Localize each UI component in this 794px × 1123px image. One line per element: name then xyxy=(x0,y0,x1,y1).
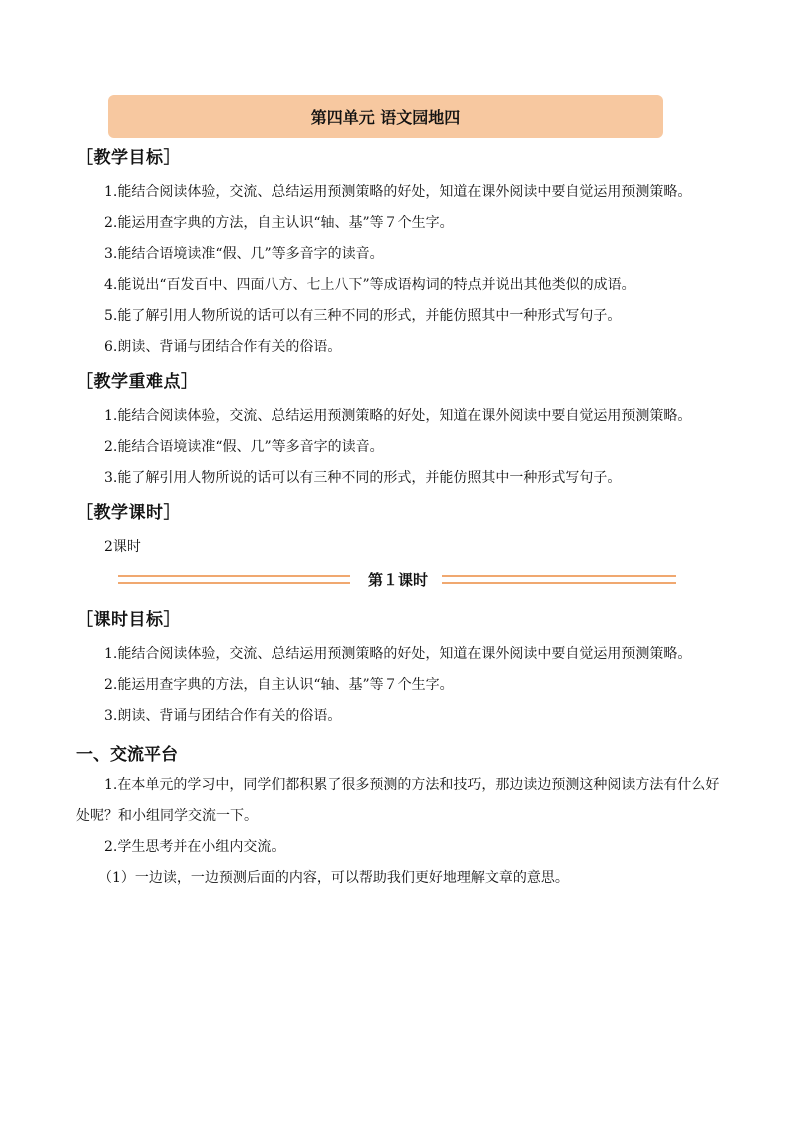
lesson-goal-item: 1.能结合阅读体验，交流、总结运用预测策略的好处，知道在课外阅读中要自觉运用预测策略。 xyxy=(104,646,692,662)
key-points-heading: ［教学重难点］ xyxy=(76,372,199,392)
teaching-goal-item: 4.能说出“百发百中、四面八方、七上八下”等成语构词的特点并说出其他类似的成语。 xyxy=(104,277,636,293)
divider-line-right xyxy=(442,575,676,585)
lesson-1-divider xyxy=(76,567,726,595)
document-content xyxy=(76,143,726,894)
key-point-item: 1.能结合阅读体验，交流、总结运用预测策略的好处，知道在课外阅读中要自觉运用预测策略。 xyxy=(104,408,692,424)
lesson-goal-item: 3.朗读、背诵与团结合作有关的俗语。 xyxy=(104,708,342,724)
teaching-goal-item: 5.能了解引用人物所说的话可以有三种不同的形式，并能仿照其中一种形式写句子。 xyxy=(104,308,622,324)
teaching-goals-heading: ［教学目标］ xyxy=(76,148,181,168)
key-point-item: 2.能结合语境读准“假、几”等多音字的读音。 xyxy=(104,439,384,455)
exchange-item: （1）一边读，一边预测后面的内容，可以帮助我们更好地理解文章的意思。 xyxy=(98,870,569,886)
exchange-platform-heading: 一、交流平台 xyxy=(76,745,178,765)
key-point-item: 3.能了解引用人物所说的话可以有三种不同的形式，并能仿照其中一种形式写句子。 xyxy=(104,470,622,486)
divider-line-left xyxy=(118,575,350,585)
lesson-goals-heading: ［课时目标］ xyxy=(76,610,181,630)
class-hours-heading: ［教学课时］ xyxy=(76,503,181,523)
teaching-goal-item: 2.能运用查字典的方法，自主认识“轴、基”等７个生字。 xyxy=(104,215,454,231)
exchange-item: 1.在本单元的学习中，同学们都积累了很多预测的方法和技巧，那边读边预测这种阅读方法有什么好处呢？和小组同学交流一下。 xyxy=(76,777,720,824)
lesson-goal-item: 2.能运用查字典的方法，自主认识“轴、基”等７个生字。 xyxy=(104,677,454,693)
teaching-goal-item: 6.朗读、背诵与团结合作有关的俗语。 xyxy=(104,339,342,355)
class-hours-value: 2课时 xyxy=(104,539,141,555)
unit-title: 第四单元 语文园地四 xyxy=(310,108,461,127)
unit-title-banner xyxy=(108,95,663,138)
teaching-goal-item: 3.能结合语境读准“假、几”等多音字的读音。 xyxy=(104,246,384,262)
lesson-1-label: 第１课时 xyxy=(367,571,428,589)
exchange-item: 2.学生思考并在小组内交流。 xyxy=(104,839,286,855)
teaching-goal-item: 1.能结合阅读体验，交流、总结运用预测策略的好处，知道在课外阅读中要自觉运用预测策略。 xyxy=(104,184,692,200)
